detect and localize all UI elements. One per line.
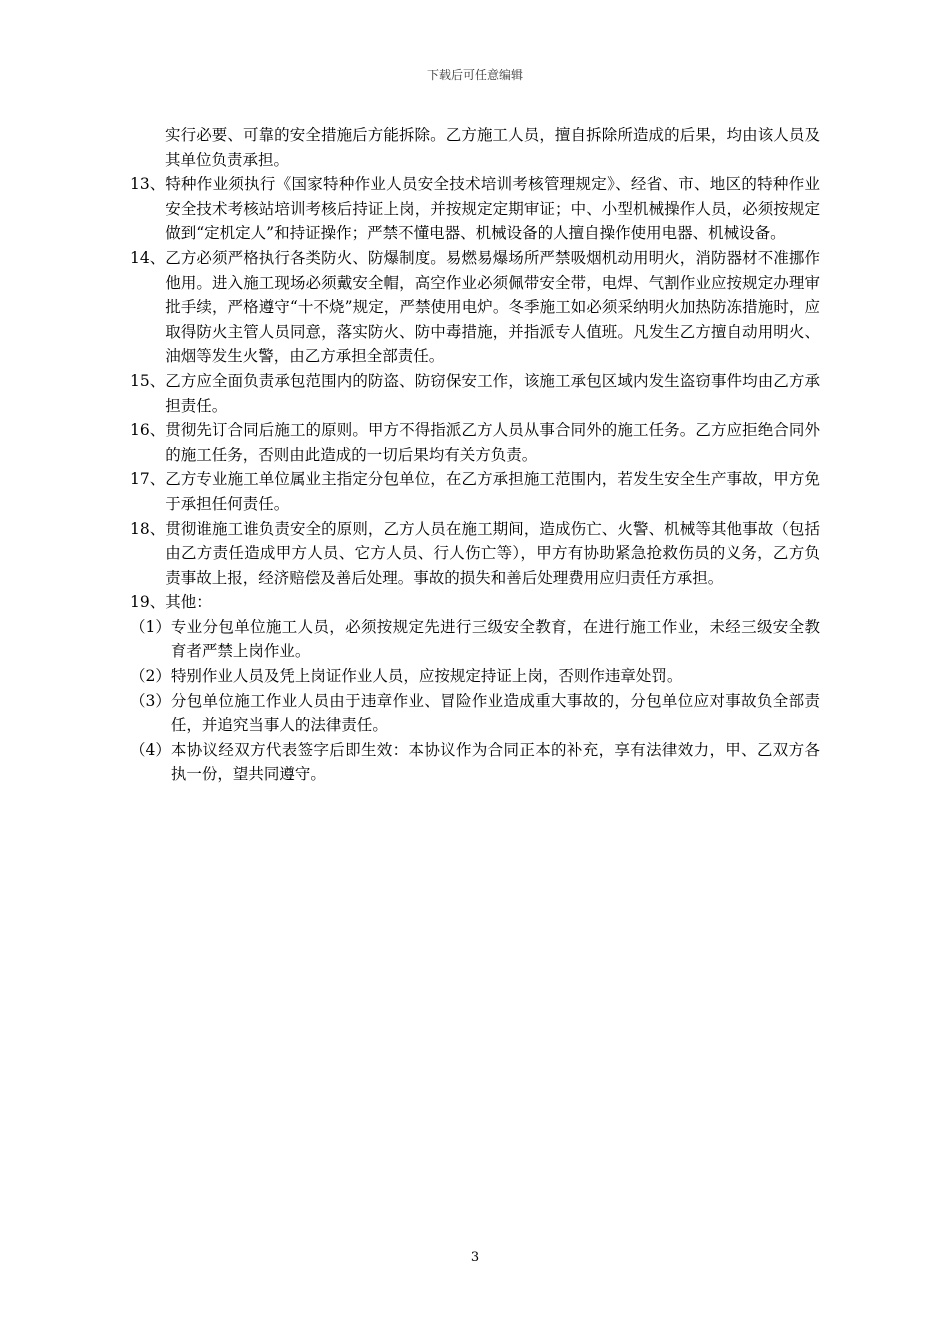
clause-number: 14、 bbox=[130, 248, 166, 267]
subclause-1 bbox=[130, 615, 820, 664]
subclause-number: （4） bbox=[130, 740, 171, 759]
document-body bbox=[130, 123, 820, 787]
clause-text: 乙方必须严格执行各类防火、防爆制度。易燃易爆场所严禁吸烟机动用明火，消防器材不准挪作他用。进入施工现场必须戴安全帽，高空作业必须佩带安全带，电焊、气割作业应按规定办理审批手续，严格遵守“十不烧”规定，严禁使用电炉。冬季施工如必须采纳明火加热防冻措施时，应取得防火主管人员同意，落实防火、防中毒措施，并指派专人值班。凡发生乙方擅自动用明火、油烟等发生火警，由乙方承担全部责任。 bbox=[165, 248, 820, 366]
clause-18 bbox=[130, 517, 820, 591]
clause-text: 乙方专业施工单位属业主指定分包单位，在乙方承担施工范围内，若发生安全生产事故，甲方免于承担任何责任。 bbox=[165, 470, 820, 513]
clause-number: 19、 bbox=[130, 593, 166, 612]
subclause-number: （3） bbox=[130, 691, 171, 710]
clause-number: 18、 bbox=[130, 519, 166, 538]
clause-text: 乙方应全面负责承包范围内的防盗、防窃保安工作，该施工承包区域内发生盗窃事件均由乙方承担责任。 bbox=[165, 371, 820, 415]
clause-14 bbox=[130, 246, 820, 369]
subclause-3 bbox=[130, 689, 820, 738]
clause-16 bbox=[130, 418, 820, 467]
subclause-text: 特别作业人员及凭上岗证作业人员，应按规定持证上岗，否则作违章处罚。 bbox=[170, 667, 683, 686]
clause-text: 特种作业须执行《国家特种作业人员安全技术培训考核管理规定》、经省、市、地区的特种作业安全技术考核站培训考核后持证上岗，并按规定定期审证；中、小型机械操作人员，必须按规定做到“定机定人”和持证操作；严禁不懂电器、机械设备的人擅自操作使用电器、机械设备。 bbox=[165, 175, 820, 243]
clause-number: 13、 bbox=[130, 175, 166, 194]
clause-number: 15、 bbox=[130, 371, 166, 390]
clause-text: 贯彻先订合同后施工的原则。甲方不得指派乙方人员从事合同外的施工任务。乙方应拒绝合同外的施工任务，否则由此造成的一切后果均有关方负责。 bbox=[165, 421, 820, 464]
clause-number: 16、 bbox=[130, 421, 166, 440]
continuation-paragraph: 实行必要、可靠的安全措施后方能拆除。乙方施工人员，擅自拆除所造成的后果，均由该人员及其单位负责承担。 bbox=[165, 126, 820, 169]
subclause-2 bbox=[130, 664, 820, 689]
clause-text: 贯彻谁施工谁负责安全的原则，乙方人员在施工期间，造成伤亡、火警、机械等其他事故（包括由乙方责任造成甲方人员、它方人员、行人伤亡等），甲方有协助紧急抢救伤员的义务，乙方负责事故上报，经济赔偿及善后处理。事故的损失和善后处理费用应归责任方承担。 bbox=[165, 519, 820, 587]
page-number: 3 bbox=[470, 1250, 480, 1265]
subclause-text: 分包单位施工作业人员由于违章作业、冒险作业造成重大事故的，分包单位应对事故负全部责任，并追究当事人的法律责任。 bbox=[170, 691, 820, 735]
subclause-4 bbox=[130, 738, 820, 787]
clause-number: 17、 bbox=[130, 470, 166, 489]
clause-13 bbox=[130, 172, 820, 246]
clause-19 bbox=[130, 590, 820, 615]
subclause-number: （2） bbox=[130, 667, 171, 686]
subclause-text: 专业分包单位施工人员，必须按规定先进行三级安全教育，在进行施工作业，未经三级安全教育者严禁上岗作业。 bbox=[170, 617, 820, 661]
header-note: 下载后可任意编辑 bbox=[426, 68, 523, 82]
clause-15 bbox=[130, 369, 820, 418]
subclause-number: （1） bbox=[130, 617, 171, 636]
subclause-text: 本协议经双方代表签字后即生效：本协议作为合同正本的补充，享有法律效力，甲、乙双方各执一份，望共同遵守。 bbox=[170, 740, 820, 784]
clause-17 bbox=[130, 467, 820, 516]
clause-text: 其他： bbox=[165, 593, 212, 612]
